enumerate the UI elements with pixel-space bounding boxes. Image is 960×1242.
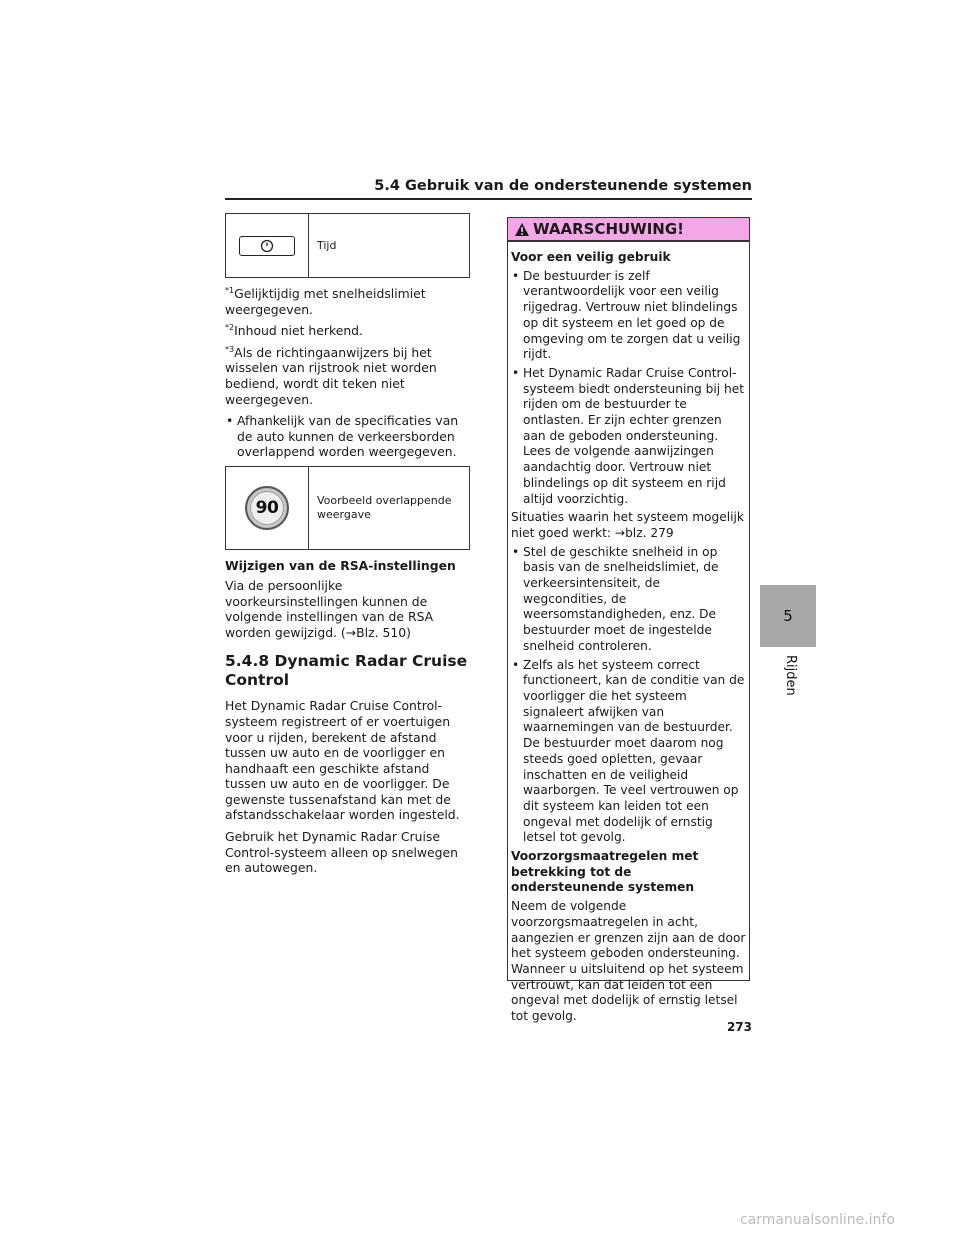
left-column [225,213,470,882]
warning-body [508,242,749,1025]
sign-caption: Voorbeeld overlappende weergave [317,493,452,521]
warning-precautions-text: Neem de volgende voorzorgsmaatregelen in acht, aangezien er grenzen zijn aan de door het systeem geboden ondersteuning. Wanneer u uitsluitend op het systeem vertrouwt, kan dat leiden tot een ongeval met dodelijk of ernstig letsel tot gevolg. [511,899,746,1024]
rsa-settings-heading: Wijzigen van de RSA-instellingen [225,557,456,573]
time-icon-cell [226,214,309,277]
warning-bullet-1: • De bestuurder is zelf verantwoordelijk voor een veilig rijgedrag. Vertrouw niet blindelings op dit systeem en let goed op de omgeving om te zorgen dat u veilig rijdt. [511,269,746,363]
time-icon-table [225,213,470,278]
footnote-1: $^{*1}$Gelijktijdig met snelheidslimiet weergegeven. [225,285,426,317]
clock-icon [239,236,295,256]
footnote-2: $^{*2}$Inhoud niet herkend. [225,323,363,339]
running-header: 5.4 Gebruik van de ondersteunende systemen [374,178,752,194]
footnote-3: $^{*3}$Als de richtingaanwijzers bij het wisselen van rijstrook niet worden bediend, wordt dit teken niet weergegeven. [225,344,437,407]
speed-limit-sign-icon [245,486,289,530]
sign-value: 90 [250,491,284,525]
chapter-tab: 5 [760,585,816,647]
sign-cell [226,467,309,549]
warning-title: WAARSCHUWING! [533,220,685,238]
time-caption: Tijd [317,238,337,252]
warning-box [507,217,750,1024]
warning-bullet-2: • Het Dynamic Radar Cruise Control-systeem biedt ondersteuning bij het rijden om de bestuurder te ontlasten. Er zijn echter grenzen aan de geboden ondersteuning. Lees de volgende aanwijzingen aandachtig door. Vertrouw niet blindelings op dit systeem en rijd altijd voorzichtig. [511,366,746,507]
warning-situations: Situaties waarin het systeem mogelijk niet goed werkt: →blz. 279 [511,510,744,540]
overlap-sign-table [225,466,470,550]
warning-precautions-heading: Voorzorgsmaatregelen met betrekking tot de ondersteunende systemen [511,849,699,895]
rsa-settings-text: Via de persoonlijke voorkeursinstellingen kunnen de volgende instellingen van de RSA worden gewijzigd. (→Blz. 510) [225,577,434,640]
drcc-description: Het Dynamic Radar Cruise Control-systeem registreert of er voertuigen voor u rijden, berekent de afstand tussen uw auto en de voorligger en handhaaft een geschikte afstand tussen uw auto en de voorligger. De gewenste tussenafstand kan met de afstandsschakelaar worden ingesteld. [225,698,460,823]
warning-safe-use-heading: Voor een veilig gebruik [511,250,671,264]
header-rule [225,198,752,200]
chapter-tab-label: Rijden [783,655,798,696]
warning-bullet-3: • Stel de geschikte snelheid in op basis van de snelheidslimiet, de verkeersintensiteit, de wegcondities, de weersomstandigheden, enz. De bestuurder moet de ingestelde snelheid controleren. [511,545,746,655]
page-number: 273 [726,1020,752,1034]
warning-bullet-4: • Zelfs als het systeem correct functioneert, kan de conditie van de voorligger die het systeem signaleert afwijken van waarnemingen van de bestuurder. De bestuurder moet daarom nog steeds goed opletten, gevaar inschatten en de veiligheid waarborgen. Te veel vertrouwen op dit systeem kan leiden tot een ongeval met dodelijk of ernstig letsel tot gevolg. [511,658,746,846]
warning-triangle-icon [514,222,530,237]
bullet-overlap: • Afhankelijk van de specificaties van de auto kunnen de verkeersborden overlappend worden weergegeven. [225,413,470,460]
section-title: 5.4.8 Dynamic Radar Cruise Control [225,652,468,690]
watermark: carmanualsonline.info [740,1212,895,1228]
warning-header [508,218,749,242]
drcc-usage: Gebruik het Dynamic Radar Cruise Control-systeem alleen op snelwegen en autowegen. [225,829,458,876]
